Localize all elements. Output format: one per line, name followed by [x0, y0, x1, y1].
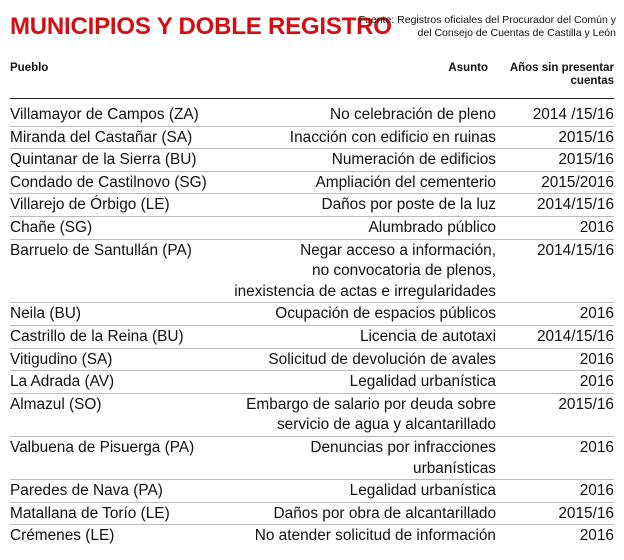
cell-pueblo: Quintanar de la Sierra (BU)	[10, 151, 197, 169]
source-note: Fuente: Registros oficiales del Procurador del Común y del Consejo de Cuentas de Castilla y León	[358, 14, 616, 39]
cell-asunto: Alumbrado público	[368, 218, 496, 236]
cell-asunto: Legalidad urbanística	[349, 482, 496, 500]
cell-pueblo: Valbuena de Pisuerga (PA)	[10, 438, 195, 456]
cell-pueblo: Vitigudino (SA)	[10, 350, 113, 368]
table-row	[10, 525, 614, 547]
table-row	[10, 172, 614, 195]
cell-pueblo: Villarejo de Órbigo (LE)	[10, 196, 170, 214]
cell-anos: 2016	[579, 350, 614, 368]
cell-anos: 2015/16	[558, 504, 614, 522]
table-header	[10, 62, 614, 99]
cell-asunto: Embargo de salario por deuda sobre servicio de agua y alcantarillado	[246, 395, 496, 434]
cell-asunto: Daños por poste de la luz	[321, 196, 496, 214]
cell-pueblo: La Adrada (AV)	[10, 373, 115, 391]
cell-asunto: Inacción con edificio en ruinas	[289, 128, 496, 146]
cell-pueblo: Barruelo de Santullán (PA)	[10, 241, 192, 259]
cell-anos: 2016	[579, 482, 614, 500]
cell-anos: 2014/15/16	[536, 241, 614, 259]
cell-anos: 2016	[579, 218, 614, 236]
table-row	[10, 394, 614, 437]
cell-anos: 2016	[579, 373, 614, 391]
cell-pueblo: Villamayor de Campos (ZA)	[10, 106, 199, 123]
cell-pueblo: Castrillo de la Reina (BU)	[10, 327, 184, 345]
header-anos: Años sin presentar cuentas	[509, 62, 614, 87]
table-row	[10, 349, 614, 372]
cell-asunto: Solicitud de devolución de avales	[268, 350, 496, 368]
cell-pueblo: Neila (BU)	[10, 305, 81, 323]
table-row	[10, 217, 614, 240]
cell-pueblo: Almazul (SO)	[10, 395, 102, 413]
cell-asunto: Ampliación del cementerio	[315, 173, 496, 191]
cell-pueblo: Paredes de Nava (PA)	[10, 482, 163, 500]
table-row	[10, 104, 614, 127]
page-title: MUNICIPIOS Y DOBLE REGISTRO	[10, 13, 392, 40]
cell-anos: 2016	[579, 527, 614, 545]
cell-asunto: Denuncias por infracciones urbanísticas	[310, 438, 496, 477]
cell-anos: 2015/16	[558, 128, 614, 146]
table-row	[10, 303, 614, 326]
cell-pueblo: Miranda del Castañar (SA)	[10, 128, 193, 146]
cell-asunto: Legalidad urbanística	[349, 373, 496, 391]
cell-asunto: No celebración de pleno	[330, 106, 496, 123]
table-row	[10, 240, 614, 304]
table-row	[10, 149, 614, 172]
cell-anos: 2014/15/16	[536, 196, 614, 214]
cell-anos: 2016	[579, 305, 614, 323]
table-row	[10, 503, 614, 526]
cell-anos: 2015/16	[558, 151, 614, 169]
cell-pueblo: Chañe (SG)	[10, 218, 93, 236]
header-asunto: Asunto	[448, 62, 488, 74]
cell-asunto: Numeración de edificios	[331, 151, 496, 169]
cell-asunto: Ocupación de espacios públicos	[275, 305, 496, 323]
table-row	[10, 127, 614, 150]
cell-anos: 2014/15/16	[536, 327, 614, 345]
table-body	[10, 104, 614, 547]
header-pueblo: Pueblo	[10, 62, 49, 74]
cell-anos: 2014 /15/16	[532, 106, 614, 123]
cell-asunto: No atender solicitud de información	[254, 527, 496, 545]
cell-asunto: Licencia de autotaxi	[359, 327, 496, 345]
cell-asunto: Daños por obra de alcantarillado	[273, 504, 496, 522]
cell-asunto: Negar acceso a información, no convocatoria de plenos, inexistencia de actas e irregularidades	[234, 241, 496, 300]
table-row	[10, 194, 614, 217]
cell-anos: 2015/16	[558, 395, 614, 413]
cell-pueblo: Condado de Castilnovo (SG)	[10, 173, 207, 191]
cell-anos: 2016	[579, 438, 614, 456]
cell-pueblo: Matallana de Torío (LE)	[10, 504, 170, 522]
table-row	[10, 326, 614, 349]
table-row	[10, 371, 614, 394]
table-row	[10, 480, 614, 503]
table-row	[10, 437, 614, 480]
cell-anos: 2015/2016	[541, 173, 614, 191]
cell-pueblo: Crémenes (LE)	[10, 527, 115, 545]
